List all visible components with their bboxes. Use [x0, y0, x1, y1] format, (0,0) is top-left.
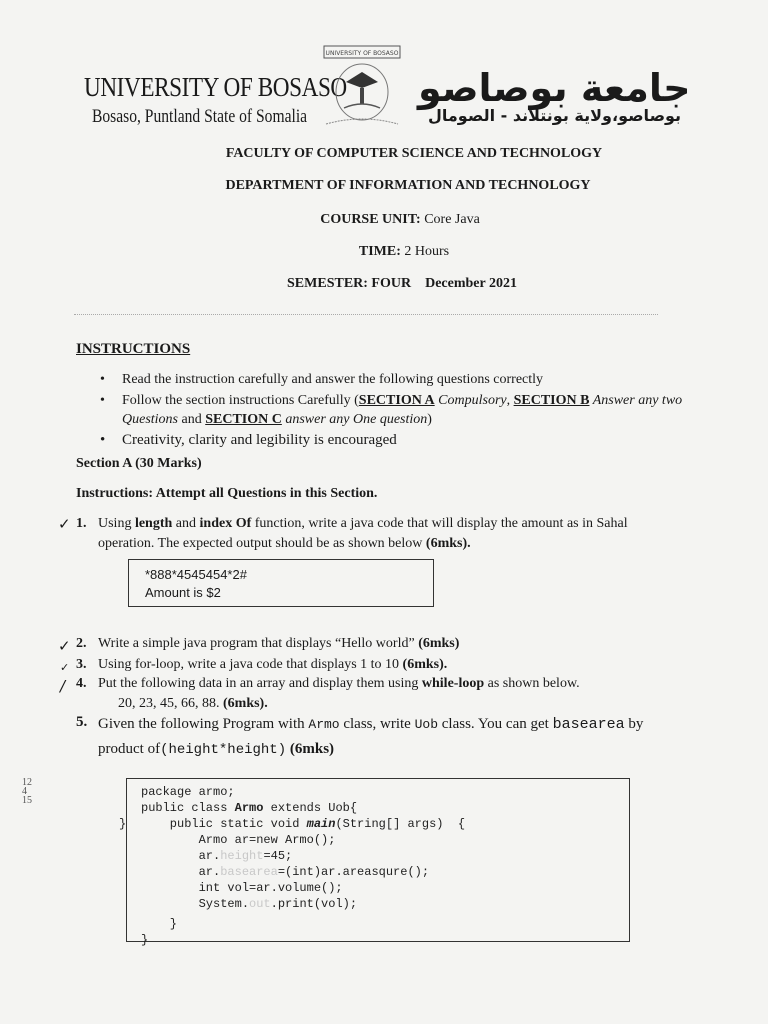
- code-line: System.out.print(vol);: [141, 897, 358, 911]
- margin-annotation: 12 4 15: [22, 777, 32, 806]
- section-a-title: Section A (30 Marks): [76, 456, 202, 471]
- semester: [0, 276, 768, 292]
- arabic-university-location: بوصاصو،ولاية بونتلاند - الصومال: [428, 106, 682, 125]
- marks: (6mks).: [223, 696, 268, 711]
- semester-date: December 2021: [425, 276, 517, 291]
- question-text: Write a simple java program that displays “Hello world” (6mks): [98, 636, 460, 651]
- question-number: 3.: [76, 657, 87, 672]
- instruction-text: and: [178, 412, 206, 427]
- question-3: [60, 655, 716, 675]
- code-line: Armo ar=new Armo();: [141, 833, 336, 847]
- university-location: Bosaso, Puntland State of Somalia: [92, 106, 308, 127]
- code-line: public class Armo extends Uob{: [141, 801, 358, 815]
- instruction-item: [96, 431, 696, 450]
- code-line: ar.height=45;: [141, 849, 293, 863]
- course-label: COURSE UNIT:: [320, 212, 421, 227]
- question-text: Put the following data in an array and display them using while-loop as shown below.: [98, 676, 580, 691]
- instruction-text: Follow the section instructions Carefully (: [122, 393, 359, 408]
- check-mark: ✓: [58, 637, 71, 655]
- exam-time: [0, 244, 768, 260]
- instruction-text: Creativity, clarity and legibility is encouraged: [122, 432, 397, 448]
- department-title: DEPARTMENT OF INFORMATION AND TECHNOLOGY: [225, 178, 591, 193]
- question-text: Using length and index Of function, write a java code that will display the amount as in Sahal operation. The expected output should be as shown below (6mks).: [98, 516, 628, 551]
- code-line: }: [141, 917, 178, 931]
- divider: [74, 314, 658, 315]
- expected-output-box: [128, 559, 434, 607]
- time-value: 2 Hours: [404, 244, 450, 259]
- question-number: 1.: [76, 516, 87, 531]
- code-line: }: [141, 933, 149, 947]
- instructions-list: [96, 370, 696, 452]
- check-mark: ✓: [60, 661, 70, 674]
- question-4-data: [118, 696, 268, 712]
- code-line: package armo;: [141, 785, 235, 799]
- arabic-university-name: جامعة بوصاصو: [418, 66, 691, 110]
- code-brace: }: [119, 817, 127, 831]
- time-label: TIME:: [358, 244, 401, 259]
- section-a-instruction: Instructions: Attempt all Questions in this Section.: [76, 486, 378, 501]
- question-number: 5.: [76, 714, 88, 730]
- section-c-label: SECTION C: [205, 412, 282, 427]
- logo-banner-text: UNIVERSITY OF BOSASO: [325, 50, 399, 57]
- question-number: 2.: [76, 636, 87, 651]
- question-2: [58, 634, 716, 655]
- course-value: Core Java: [424, 212, 480, 227]
- instruction-item: [96, 370, 696, 389]
- instruction-text: Compulsory: [434, 393, 507, 408]
- output-line: *888*4545454*2#: [145, 567, 247, 582]
- instruction-text: ,: [506, 393, 514, 408]
- instruction-text: answer any One question: [281, 412, 428, 427]
- instruction-text: Answer any two Questions: [122, 393, 683, 427]
- section-a-label: SECTION A: [358, 393, 435, 408]
- code-listing: [119, 778, 630, 947]
- instruction-text: Read the instruction carefully and answer the following questions correctly: [122, 372, 544, 387]
- university-logo: [316, 42, 408, 132]
- code-line: int vol=ar.volume();: [141, 881, 343, 895]
- question-1: [58, 514, 716, 558]
- instruction-item: [96, 391, 696, 429]
- faculty-title: FACULTY OF COMPUTER SCIENCE AND TECHNOLOGY: [225, 146, 603, 161]
- check-mark: ✓: [58, 515, 71, 533]
- check-mark: /: [60, 677, 66, 695]
- question-text: Using for-loop, write a java code that displays 1 to 10 (6mks).: [98, 657, 448, 672]
- output-line: Amount is $2: [145, 585, 221, 600]
- course-unit: [0, 212, 768, 228]
- semester-label: SEMESTER: FOUR: [287, 276, 412, 291]
- question-5: [76, 712, 716, 756]
- code-line: public static void main(String[] args) {: [141, 817, 466, 831]
- code-line: ar.basearea=(int)ar.areasqure();: [141, 865, 430, 879]
- question-number: 4.: [76, 676, 87, 691]
- instructions-heading: INSTRUCTIONS: [76, 341, 191, 357]
- section-b-label: SECTION B: [513, 393, 590, 408]
- university-name: UNIVERSITY OF BOSASO: [84, 72, 347, 102]
- question-text: Given the following Program with Armo class, write Uob class. You can get basearea by product of(height*height) (6mks): [98, 716, 644, 758]
- array-values: 20, 23, 45, 66, 88.: [118, 696, 223, 711]
- instruction-text: ): [427, 412, 432, 427]
